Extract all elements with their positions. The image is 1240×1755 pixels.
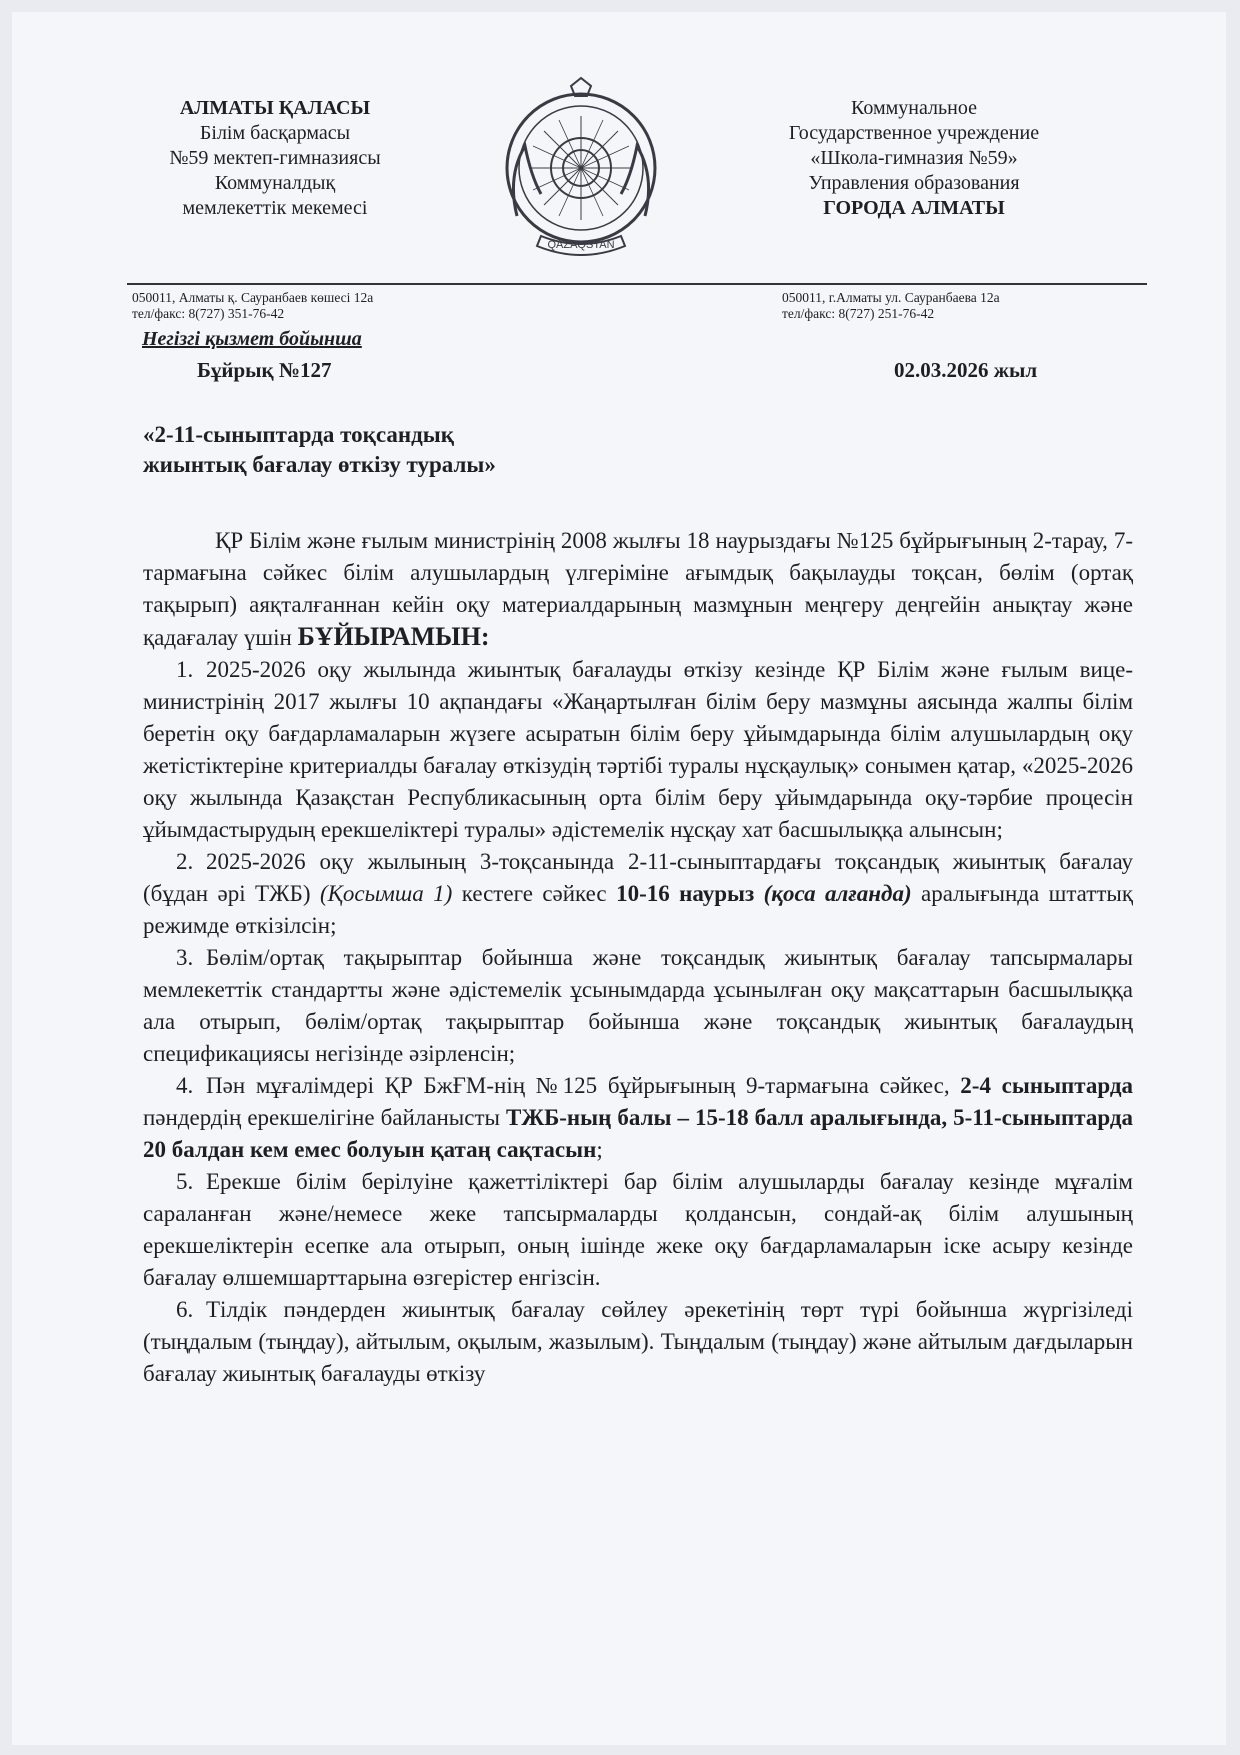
item-number: 6. xyxy=(176,1297,194,1322)
grades-highlight: 2-4 сыныптарда xyxy=(960,1073,1133,1098)
item-text: кестеге сәйкес xyxy=(452,881,617,906)
item-text: Бөлім/ортақ тақырыптар бойынша және тоқсандық жиынтық бағалау тапсырмалары мемлекеттік стандартты және әдістемелік ұсынымдарда ұсынылған оқу мақсаттарын басшылыққа ала отырып, бөлім/ортақ тақырыптар бойынша және тоқсандық жиынтық бағалаудың спецификациясы негізінде әзірленсін; xyxy=(143,945,1133,1066)
header-ru-line: Коммунальное xyxy=(851,97,977,119)
title-line: «2-11-сыныптарда тоқсандық xyxy=(143,422,454,447)
phone-line: тел/факс: 8(727) 251-76-42 xyxy=(782,306,935,321)
item-text: пәндердің ерекшелігіне байланысты xyxy=(143,1105,506,1130)
order-body xyxy=(143,525,1133,1390)
header-kz-line: №59 мектеп-гимназиясы xyxy=(169,147,381,169)
item-number: 1. xyxy=(176,657,194,682)
order-item xyxy=(143,1070,1133,1166)
order-date: 02.03.2026 жыл xyxy=(894,358,1038,382)
item-text: ; xyxy=(596,1137,603,1162)
item-text: аралығында штаттық режимде өткізілсін; xyxy=(143,881,1133,938)
item-number: 4. xyxy=(176,1073,194,1098)
header-ru-line: Государственное учреждение xyxy=(788,122,1040,144)
address-line: 050011, г.Алматы ул. Сауранбаева 12а xyxy=(782,290,1000,305)
date-range: 10-16 наурыз xyxy=(616,881,755,906)
header-kazakh xyxy=(130,96,420,221)
appendix-reference: (Қосымша 1) xyxy=(319,881,453,906)
score-requirement: ТЖБ-ның балы – 15-18 балл аралығында, 5-11-сыныптарда 20 балдан кем емес болуын қатаң сақтасын xyxy=(143,1105,1133,1162)
inclusive-note: (қоса алғанда) xyxy=(763,881,912,906)
order-word: БҰЙЫРАМЫН: xyxy=(297,622,490,651)
order-number: Бұйрық №127 xyxy=(197,358,332,382)
intro-text: ҚР Білім және ғылым министрінің 2008 жылғы 18 наурыздағы №125 бұйрығының 2-тарау, 7-тармағына сәйкес білім алушылардың үлгеріміне ағымдық бақылауды тоқсан, бөлім (ортақ тақырып) аяқталғаннан кейін оқу материалдарының мазмұнын меңгеру деңгейін анықтау және қадағалау үшін xyxy=(143,528,1133,650)
address-line: 050011, Алматы қ. Сауранбаев көшесі 12а xyxy=(132,290,374,305)
item-text: 2025-2026 оқу жылында жиынтық бағалауды өткізу кезінде ҚР Білім және ғылым вице-министрінің 2017 жылғы 10 ақпандағы «Жаңартылған білім беру мазмұны аясында жалпы білім беретін оқу бағдарламаларын жүзеге асыратын білім беру ұйымдарында білім алушылардың оқу жетістіктеріне критериалды бағалау өткізудің тәртібі туралы нұсқаулық» сонымен қатар, «2025-2026 оқу жылында Қазақстан Республикасының орта білім беру ұйымдарында оқу-тәрбие процесін ұйымдастырудың ерекшеліктері туралы» әдістемелік нұсқау хат басшылыққа алынсын; xyxy=(143,657,1133,842)
order-item xyxy=(143,654,1133,846)
address-kazakh xyxy=(132,290,373,322)
header-kz-line: Білім басқармасы xyxy=(199,122,351,144)
order-item xyxy=(143,1166,1133,1294)
header-kz-line: мемлекеттік мекемесі xyxy=(182,197,368,219)
item-text: Тілдік пәндерден жиынтық бағалау сөйлеу әрекетінің төрт түрі бойынша жүргізіледі (тыңдалым (тыңдау), айтылым, оқылым, жазылым). Тыңдалым (тыңдау) және айтылым дағдыларын бағалау жиынтық бағалауды өткізу xyxy=(143,1297,1133,1386)
emblem-caption: QAZAQSTAN xyxy=(547,239,615,251)
header-russian xyxy=(754,96,1074,221)
order-item xyxy=(143,846,1133,942)
address-russian xyxy=(782,290,1000,322)
title-line: жиынтық бағалау өткізу туралы» xyxy=(143,452,496,477)
item-text: 2025-2026 оқу жылының 3-тоқсанында 2-11-сыныптардағы тоқсандық жиынтық бағалау (бұдан әрі ТЖБ) xyxy=(143,849,1133,906)
item-text: Пән мұғалімдері ҚР БжҒМ-нің №125 бұйрығының 9-тармағына сәйкес, xyxy=(206,1073,961,1098)
header-divider xyxy=(127,283,1147,285)
item-text: Ерекше білім берілуіне қажеттіліктері бар білім алушыларды бағалау кезінде мұғалім сараланған және/немесе жеке тапсырмаларды қолдансын, сондай-ақ білім алушының ерекшеліктерін есепке ала отырып, оның ішінде жеке оқу бағдарламаларын іске асыру кезінде бағалау өлшемшарттарына өзгерістер енгізсін. xyxy=(143,1169,1133,1290)
phone-line: тел/факс: 8(727) 351-76-42 xyxy=(132,306,285,321)
document-page xyxy=(12,12,1226,1745)
header-kz-line: Коммуналдық xyxy=(214,172,336,194)
activity-type: Негізгі қызмет бойынша xyxy=(142,328,362,350)
state-emblem-icon xyxy=(497,76,665,270)
order-title xyxy=(143,420,496,480)
item-number: 2. xyxy=(176,849,194,874)
item-number: 5. xyxy=(176,1169,194,1194)
intro-paragraph xyxy=(143,525,1133,654)
header-kz-line: АЛМАТЫ ҚАЛАСЫ xyxy=(179,97,371,119)
header-ru-line: «Школа-гимназия №59» xyxy=(810,147,1018,169)
item-number: 3. xyxy=(176,945,194,970)
header-ru-line: ГОРОДА АЛМАТЫ xyxy=(823,197,1005,219)
order-item xyxy=(143,1294,1133,1390)
header-ru-line: Управления образования xyxy=(808,172,1020,194)
order-item xyxy=(143,942,1133,1070)
